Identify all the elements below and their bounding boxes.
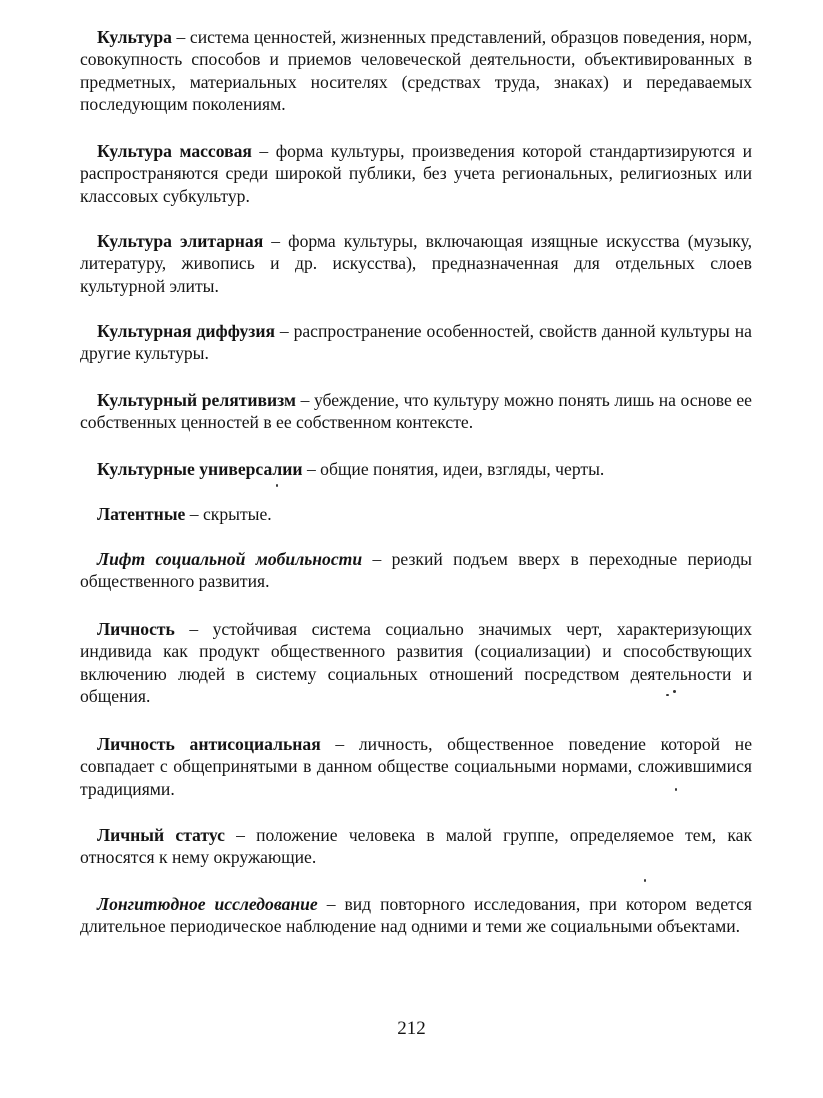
entry-term: Культура элитарная — [97, 231, 264, 251]
entry-term: Личный статус — [97, 825, 225, 845]
entry-definition: – распространение особенностей, свойств данной культуры на другие культуры. — [80, 321, 752, 364]
entry-term: Культурная диффузия — [97, 321, 275, 341]
entry-definition: – устойчивая система социально значимых черт, характеризующих индивида как продукт общественного развития (социализации) и способствующих включению людей в систему социальных отношений посредством деятельности и общения. — [80, 619, 752, 707]
entry-term: Культура — [97, 27, 172, 47]
glossary-entry-lichnost — [80, 618, 752, 708]
entry-definition: – положение человека в малой группе, определяемое тем, как относятся к нему окружающие. — [80, 825, 752, 868]
entry-term: Личность — [97, 619, 175, 639]
glossary-entry-lichnost-antisocialnaya — [80, 733, 752, 800]
glossary-entry-kulturnaya-diffuziya — [80, 320, 752, 365]
glossary-entry-kultura — [80, 26, 752, 116]
entry-definition: – общие понятия, идеи, взгляды, черты. — [302, 459, 605, 479]
entry-term: Лифт социальной мобильности — [97, 549, 363, 569]
glossary-entry-longityudnoe-issledovanie — [80, 893, 752, 938]
entry-term: Личность антисоциальная — [97, 734, 321, 754]
entry-term: Культурный релятивизм — [97, 390, 296, 410]
entry-definition: – убеждение, что культуру можно понять лишь на основе ее собственных ценностей в ее собственном контексте. — [80, 390, 752, 433]
scan-speck — [673, 690, 676, 693]
glossary-entry-latentnye — [80, 503, 752, 525]
scan-speck — [666, 694, 669, 696]
scan-speck — [644, 879, 646, 882]
entry-definition: – вид повторного исследования, при котором ведется длительное периодическое наблюдение над одними и теми же социальными объектами. — [80, 894, 752, 937]
entry-definition: – система ценностей, жизненных представлений, образцов поведения, норм, совокупность способов и приемов человеческой деятельности, объективированных в предметных, материальных носителях (средствах труда, знаках) и передаваемых последующим поколениям. — [80, 27, 752, 115]
glossary-entry-kultura-massovaya — [80, 140, 752, 207]
entry-term: Лонгитюдное исследование — [97, 894, 318, 914]
scan-speck — [276, 484, 278, 487]
entry-term: Латентные — [97, 504, 186, 524]
entry-definition: – форма культуры, произведения которой стандартизируются и распространяются среди широкой публики, без учета региональных, религиозных или классовых субкультур. — [80, 141, 752, 206]
entry-definition: – форма культуры, включающая изящные искусства (музыку, литературу, живопись и др. искусства), предназначенная для отдельных слоев культурной элиты. — [80, 231, 752, 296]
glossary-entry-kultura-elitarnaya — [80, 230, 752, 297]
glossary-entry-lichnyy-status — [80, 824, 752, 869]
glossary-entry-kulturnye-universalii — [80, 458, 752, 480]
page-number: 212 — [397, 1018, 426, 1039]
scan-speck — [675, 788, 677, 791]
entry-definition: – резкий подъем вверх в переходные периоды общественного развития. — [80, 549, 752, 592]
glossary-entry-kulturnyy-relyativizm — [80, 389, 752, 434]
entry-term: Культура массовая — [97, 141, 252, 161]
entry-term: Культурные универсалии — [97, 459, 303, 479]
entry-definition: – скрытые. — [185, 504, 272, 524]
glossary-entry-lift-socialnoy-mobilnosti — [80, 548, 752, 593]
entry-definition: – личность, общественное поведение которой не совпадает с общепринятыми в данном обществе социальными нормами, сложившимися традициями. — [80, 734, 752, 799]
